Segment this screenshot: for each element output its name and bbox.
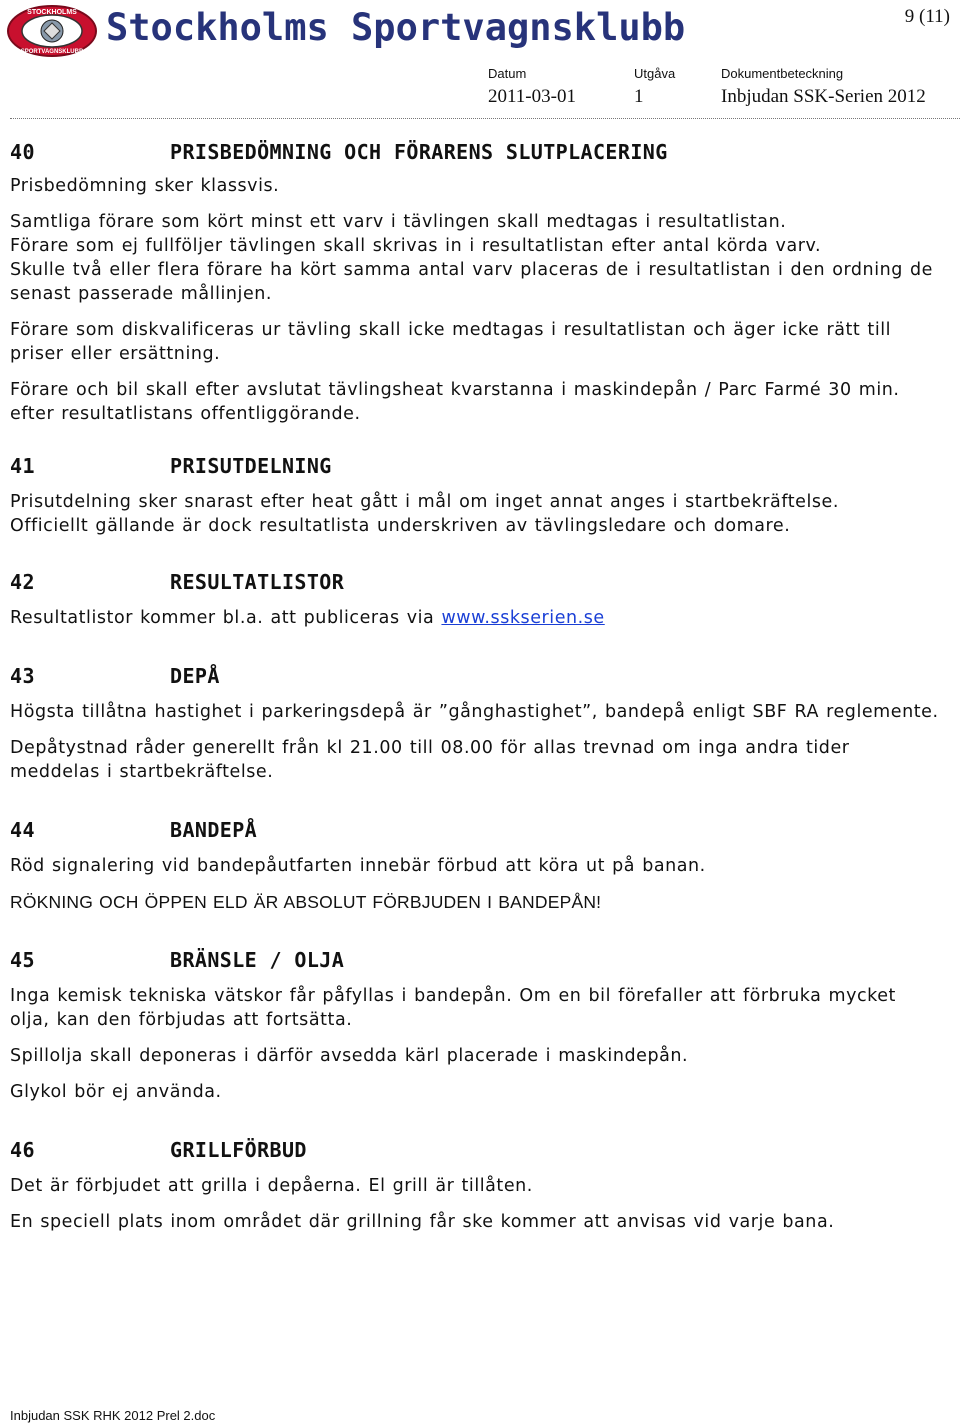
section-title: BANDEPÅ [170,818,258,842]
document-footer: Inbjudan SSK RHK 2012 Prel 2.doc [10,1408,216,1423]
meta-value-edition: 1 [634,86,644,107]
paragraph: Samtliga förare som kört minst ett varv i tävlingen skall medtagas i resultatlistan. [10,212,787,232]
section-heading [10,140,940,164]
section-heading [10,664,940,688]
section-number: 43 [10,664,35,688]
page-number: 9 (11) [904,6,950,27]
logo-text-top: STOCKHOLMS [27,9,77,16]
paragraph: Spillolja skall deponeras i därför avsedda kärl placerade i maskindepån. [10,1046,689,1066]
logo-text-bottom: SPORTVAGNSKLUBB [20,49,84,55]
paragraph: Röd signalering vid bandepåutfarten innebär förbud att köra ut på banan. [10,856,706,876]
section-number: 46 [10,1138,35,1162]
paragraph: Inga kemisk tekniska vätskor får påfyllas i bandepån. Om en bil förefaller att förbruka mycket olja, kan den förbjudas att fortsätta. [10,986,896,1030]
section-41 [10,454,940,538]
section-number: 41 [10,454,35,478]
paragraph: Prisbedömning sker klassvis. [10,176,280,196]
meta-value-document-id: Inbjudan SSK-Serien 2012 [721,86,926,107]
paragraph: Skulle två eller flera förare ha kört samma antal varv placeras de i resultatlistan i den ordning de senast passerade mållinjen. [10,260,933,304]
paragraph: Förare som diskvalificeras ur tävling skall icke medtagas i resultatlistan och äger icke rätt till priser eller ersättning. [10,320,892,364]
section-heading [10,948,940,972]
paragraph: En speciell plats inom området där grillning får ske kommer att anvisas vid varje bana. [10,1212,835,1232]
paragraph: Förare och bil skall efter avslutat tävlingsheat kvarstanna i maskindepån / Parc Farmé 30 min. efter resultatlistans offentliggörande. [10,380,900,424]
paragraph: Officiellt gällande är dock resultatlista underskriven av tävlingsledare och domare. [10,516,791,536]
section-heading [10,570,940,594]
paragraph: Förare som ej fullföljer tävlingen skall skrivas in i resultatlistan efter antal körda varv. [10,236,822,256]
section-title: PRISUTDELNING [170,454,332,478]
paragraph: Prisutdelning sker snarast efter heat gått i mål om inget annat anges i startbekräftelse. [10,492,839,512]
warning-paragraph: RÖKNING OCH ÖPPEN ELD ÄR ABSOLUT FÖRBJUDEN I BANDEPÅN! [10,892,602,912]
section-heading [10,1138,940,1162]
section-45 [10,948,940,1104]
section-44 [10,818,940,914]
document-body [10,140,940,1234]
paragraph: Det är förbjudet att grilla i depåerna. El grill är tillåten. [10,1176,533,1196]
section-number: 42 [10,570,35,594]
section-number: 44 [10,818,35,842]
organization-name: Stockholms Sportvagnsklubb [106,6,686,49]
paragraph: Depåtystnad råder generellt från kl 21.00 till 08.00 för allas trevnad om inga andra tider meddelas i startbekräftelse. [10,738,850,782]
section-title: BRÄNSLE / OLJA [170,948,345,972]
meta-label-date: Datum [488,66,527,81]
paragraph-text: Resultatlistor kommer bl.a. att publiceras via [10,608,442,628]
paragraph [10,606,940,630]
header-divider [10,118,960,119]
meta-label-edition: Utgåva [634,66,676,81]
section-46 [10,1138,940,1234]
section-title: RESULTATLISTOR [170,570,345,594]
meta-label-document-id: Dokumentbeteckning [721,66,844,81]
paragraph: Glykol bör ej använda. [10,1082,222,1102]
section-title: GRILLFÖRBUD [170,1138,307,1162]
section-heading [10,454,940,478]
section-42 [10,570,940,630]
section-heading [10,818,940,842]
section-title: PRISBEDÖMNING OCH FÖRARENS SLUTPLACERING [170,140,668,164]
paragraph: Högsta tillåtna hastighet i parkeringsdepå är ”gånghastighet”, bandepå enligt SBF RA reglemente. [10,702,939,722]
section-title: DEPÅ [170,664,220,688]
meta-value-date: 2011-03-01 [488,86,576,107]
section-number: 45 [10,948,35,972]
club-logo [6,4,98,58]
results-website-link[interactable]: www.sskserien.se [441,608,605,628]
section-40 [10,140,940,426]
section-43 [10,664,940,784]
section-number: 40 [10,140,35,164]
